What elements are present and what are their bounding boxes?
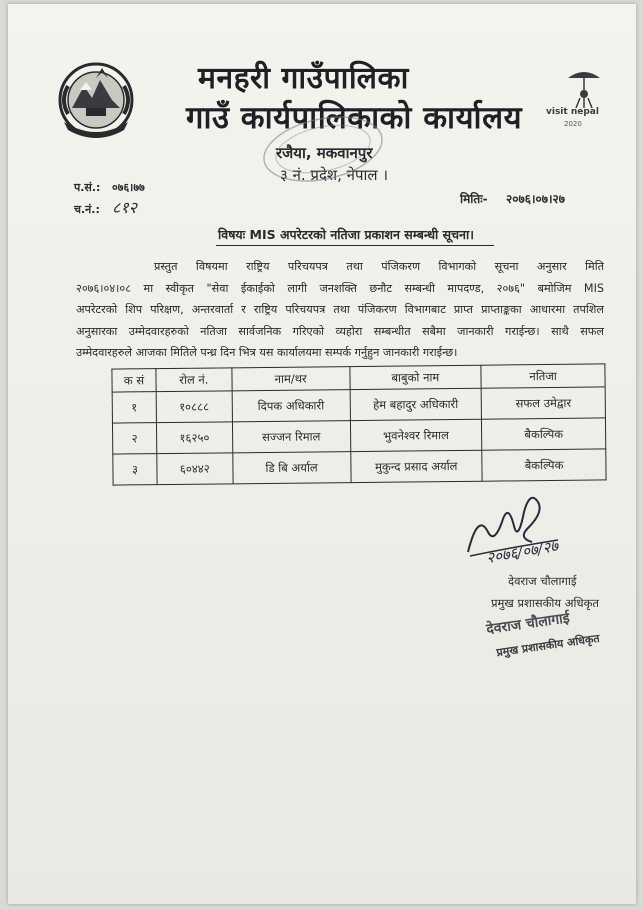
visit-nepal-text: visit nepal <box>546 107 599 117</box>
visit-nepal-logo-icon <box>554 64 614 110</box>
cell-father: हेम बहादुर अधिकारी <box>350 388 482 420</box>
cell-father: मुकुन्द प्रसाद अर्याल <box>350 450 482 482</box>
body-line: अनुसारका उम्मेदवारहरुको नतिजा सार्वजनिक गरिएको व्यहोरा सम्बन्धीत सबैमा जानकारी गराईन्छ। साथै सफल <box>76 324 604 338</box>
header-name: नाम/थर <box>232 367 350 391</box>
cell-result: बैकल्पिक <box>482 418 606 450</box>
visit-nepal-year: 2020 <box>564 120 582 128</box>
cell-name: सज्जन रिमाल <box>232 421 350 453</box>
table-row <box>113 449 606 485</box>
cn-label: च.नं.: <box>74 203 100 216</box>
subject-line: विषयः MIS अपरेटरको नतिजा प्रकाशन सम्बन्धी सूचना। <box>218 227 474 242</box>
subject-underline <box>216 245 494 246</box>
signatory-post: प्रमुख प्रशासकीय अधिकृत <box>491 596 599 610</box>
cell-serial: १ <box>112 392 156 423</box>
header-roll: रोल नं. <box>156 368 232 392</box>
cell-result: बैकल्पिक <box>482 449 606 481</box>
cell-name: दिपक अधिकारी <box>232 390 350 422</box>
cell-father: भुवनेश्वर रिमाल <box>350 419 482 451</box>
table-row <box>112 387 605 423</box>
header-result: नतिजा <box>481 364 605 388</box>
body-line: २०७६।०४।०८ मा स्वीकृत "सेवा ईकाईको लागी जनशक्ति छनौट सम्बन्धी मापदण्ड, २०७६" बमोजिम MIS <box>76 281 604 295</box>
body-paragraph <box>76 256 604 364</box>
letter-sheet <box>8 4 636 904</box>
stamp-post: प्रमुख प्रशासकीय अधिकृत <box>495 631 601 660</box>
location-line-1: रजैया, मकवानपुर <box>276 144 373 162</box>
body-line: अपरेटरको शिप परिक्षण, अन्तरवार्ता र राष्ट्रिय परिचयपत्र तथा पंजिकरण विभागबाट प्राप्त प्राप्ताङ्कका आधारमा तपशिल <box>76 303 604 316</box>
body-line: प्रस्तुत विषयमा राष्ट्रिय परिचयपत्र तथा पंजिकरण विभागको सूचना अनुसार मिति <box>154 260 604 273</box>
nepal-emblem-icon <box>50 56 142 142</box>
cell-name: डि बि अर्याल <box>233 452 351 484</box>
date-value: २०७६।०७।२७ <box>506 192 566 206</box>
header-father: बाबुको नाम <box>349 365 481 389</box>
cell-roll: ६०४४२ <box>157 453 233 485</box>
handwritten-date: २०७६/०७/२७ <box>484 536 560 568</box>
office-stamp-icon <box>258 114 388 184</box>
body-line: उम्मेदवारहरुले आजका मितिले पन्ध्र दिन भित्र यस कार्यालयमा सम्पर्क गर्नुहुन जानकारी गराईन्छ। <box>76 346 458 359</box>
municipality-title: मनहरी गाउँपालिका <box>198 61 409 96</box>
date-label: मितिः- <box>460 192 488 206</box>
cn-value: ८१२ <box>112 198 137 217</box>
cell-serial: ३ <box>113 454 157 485</box>
cell-serial: २ <box>112 423 156 454</box>
ps-value: ०७६।७७ <box>112 181 145 194</box>
ps-label: प.सं.: <box>74 181 101 194</box>
results-table <box>111 363 606 485</box>
office-title: गाउँ कार्यपालिकाको कार्यालय <box>186 100 523 136</box>
stamp-name: देवराज चौलागाई <box>485 610 571 638</box>
signatory-name: देवराज चौलागाई <box>508 574 577 588</box>
header-serial: क सं <box>112 369 156 392</box>
location-line-2: ३ नं. प्रदेश, नेपाल । <box>280 166 389 184</box>
cell-roll: १०८८८ <box>156 391 232 423</box>
cell-roll: १६२५० <box>156 422 232 454</box>
table-row <box>112 418 605 454</box>
cell-result: सफल उमेद्वार <box>481 387 605 419</box>
